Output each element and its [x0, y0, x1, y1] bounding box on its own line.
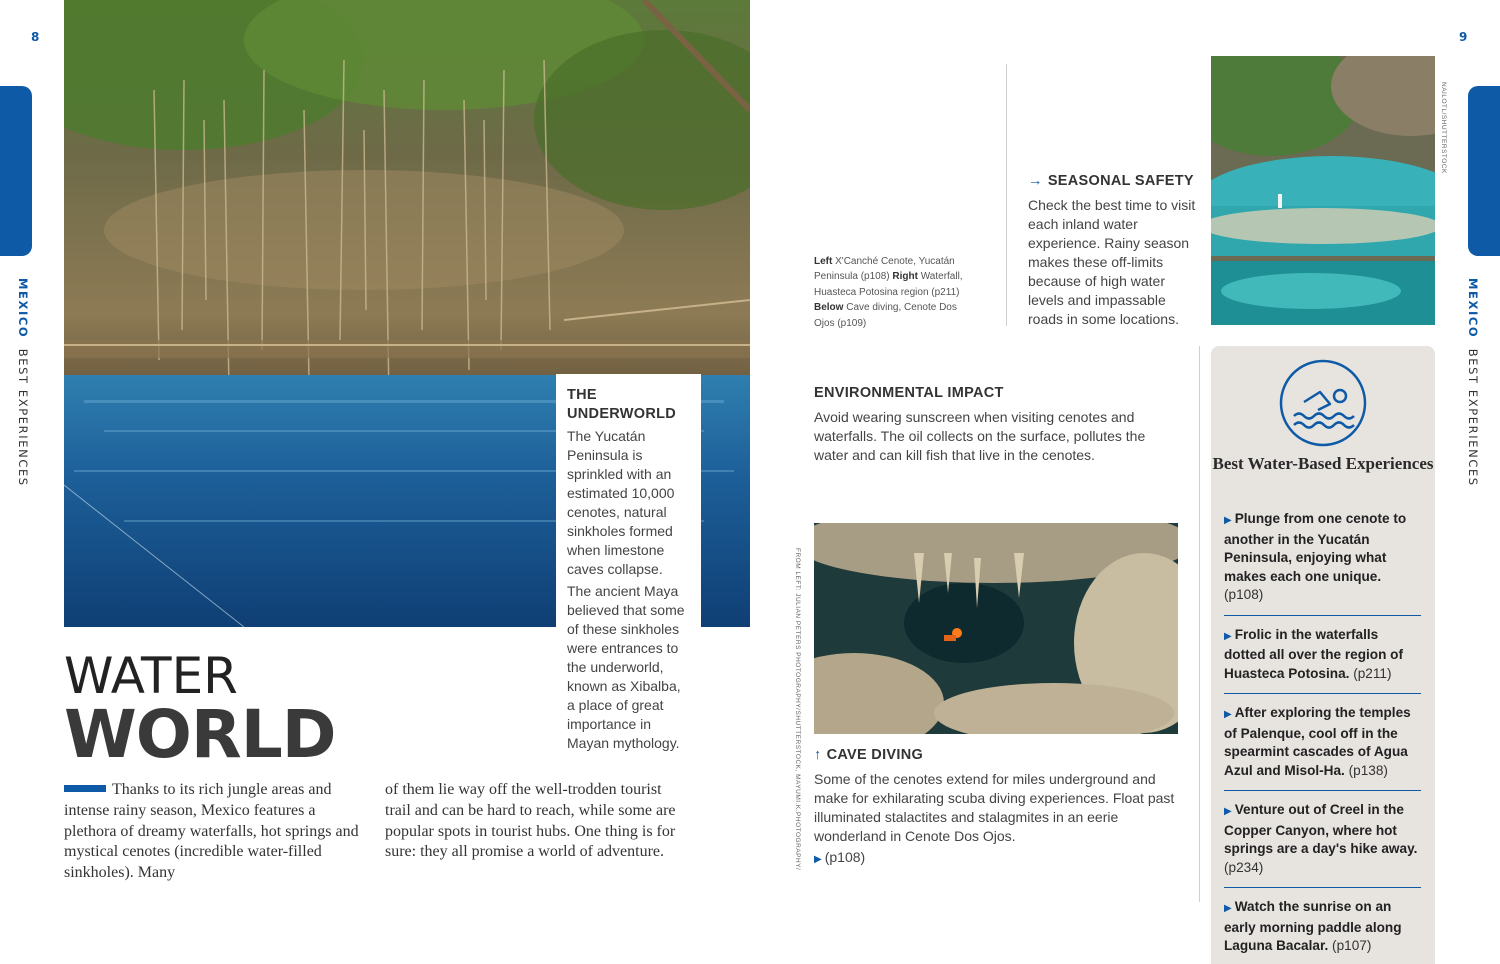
caption-right-label: Right [892, 271, 918, 283]
triangle-right-icon: ▶ [1224, 903, 1232, 914]
column-divider [1199, 346, 1200, 902]
underworld-heading: THE UNDERWORLD [567, 387, 677, 422]
running-head-country: MEXICO [16, 278, 30, 339]
underworld-paragraph-2: The ancient Maya believed that some of these sinkholes were entrances to the underworld, known as Xibalba, a place of great importance in Mayan mythology. [567, 583, 685, 751]
swimmer-icon [1278, 358, 1368, 448]
intro-accent-bar [64, 785, 106, 792]
triangle-right-icon: ▶ [1224, 709, 1232, 720]
page-number-right: 9 [1459, 30, 1468, 44]
cave-diving-heading: ↑ CAVE DIVING [814, 747, 924, 763]
environmental-impact-text: Avoid wearing sunscreen when visiting cenotes and waterfalls. The oil collects on the surface, pollutes the water and can kill fish that live in the cenotes. [814, 409, 1146, 463]
chapter-tab-left [0, 86, 32, 256]
seasonal-safety-text: Check the best time to visit each inland water experience. Rainy season makes these off-limits because of high water levels and impassable roads in some locations. [1028, 197, 1196, 327]
cave-diving-photo [814, 523, 1178, 734]
best-experiences-box [1211, 346, 1435, 964]
running-head-right [1466, 278, 1480, 487]
seasonal-safety-heading: → SEASONAL SAFETY [1028, 173, 1194, 189]
intro-text-1: Thanks to its rich jungle areas and intense rainy season, Mexico features a plethora of dreamy waterfalls, hot springs and mystical cenotes (incredible water-filled sinkholes). Many [64, 781, 359, 882]
page-number-left: 8 [31, 30, 40, 44]
running-head-section: BEST EXPERIENCES [16, 348, 30, 487]
waterfall-photo [1211, 56, 1435, 325]
caption-right-text: Waterfall, Huasteca Potosina region (p211) [814, 271, 963, 298]
photo-credit-cave: FROM LEFT: JULIAN PETERS PHOTOGRAPHY/SHUTTERSTOCK, MAYUMI.K.PHOTOGRAPHY/ [794, 548, 801, 871]
intro-column-1 [64, 780, 364, 884]
caption-left-label: Left [814, 256, 833, 267]
arrow-up-icon: ↑ [814, 747, 822, 763]
list-item: ▶ Plunge from one cenote to another in the Yucatán Peninsula, enjoying what makes each one unique. (p108) [1224, 506, 1421, 616]
arrow-right-icon: → [1028, 173, 1043, 189]
caption-left-text: X'Canché Cenote, Yucatán Peninsula (p108) [814, 256, 955, 283]
list-item: ▶ Watch the sunrise on an early morning paddle along Laguna Bacalar. (p107) [1224, 899, 1402, 953]
photo-caption [814, 254, 974, 331]
column-divider [1006, 64, 1007, 326]
best-experiences-title: Best Water-Based Experiences [1212, 454, 1434, 473]
triangle-right-icon: ▶ [1224, 806, 1232, 817]
underworld-paragraph-1: The Yucatán Peninsula is sprinkled with an estimated 10,000 cenotes, natural sinkholes formed when limestone caves collapse. [567, 428, 675, 577]
running-head-left [16, 278, 30, 487]
underworld-box [556, 374, 701, 754]
chapter-tab-right [1468, 86, 1500, 256]
photo-credit-waterfall: NAILOTL/SHUTTERSTOCK [1440, 82, 1447, 174]
triangle-right-icon: ▶ [814, 854, 822, 865]
caption-below-text: Cave diving, Cenote Dos Ojos (p109) [814, 302, 957, 329]
intro-text-2: of them lie way off the well-trodden tourist trail and can be hard to reach, while some are popular spots in tourist hubs. One thing is for sure: they all promise a world of adventure. [385, 781, 676, 861]
list-item: ▶ After exploring the temples of Palenque, cool off in the spearmint cascades of Agua Azul and Misol-Ha. (p138) [1224, 700, 1421, 791]
caption-below-label: Below [814, 302, 844, 314]
list-item: ▶ Venture out of Creel in the Copper Canyon, where hot springs are a day's hike away. (p234) [1224, 797, 1421, 888]
triangle-right-icon: ▶ [1224, 515, 1232, 526]
best-experiences-list [1224, 506, 1421, 964]
triangle-right-icon: ▶ [1224, 630, 1232, 642]
list-item: ▶ Frolic in the waterfalls dotted all over the region of Huasteca Potosina. (p211) [1224, 622, 1421, 695]
running-head-section: BEST EXPERIENCES [1466, 348, 1480, 487]
environmental-impact-section [814, 384, 1178, 465]
cave-diving-reference: ▶ (p108) [814, 849, 866, 865]
cave-diving-text: Some of the cenotes extend for miles underground and make for exhilarating scuba diving experiences. Float past illuminated stalactites and stalagmites in an eerie wonderland in Cenote Dos Ojos. [814, 771, 1175, 844]
environmental-impact-heading: ENVIRONMENTAL IMPACT [814, 385, 1004, 401]
seasonal-safety-section [1028, 172, 1198, 329]
cave-diving-section [814, 746, 1178, 869]
page-title-line2: WORLD [64, 696, 336, 773]
page-title-line1: WATER [64, 647, 238, 705]
running-head-country: MEXICO [1466, 278, 1480, 339]
intro-column-2 [385, 780, 685, 863]
